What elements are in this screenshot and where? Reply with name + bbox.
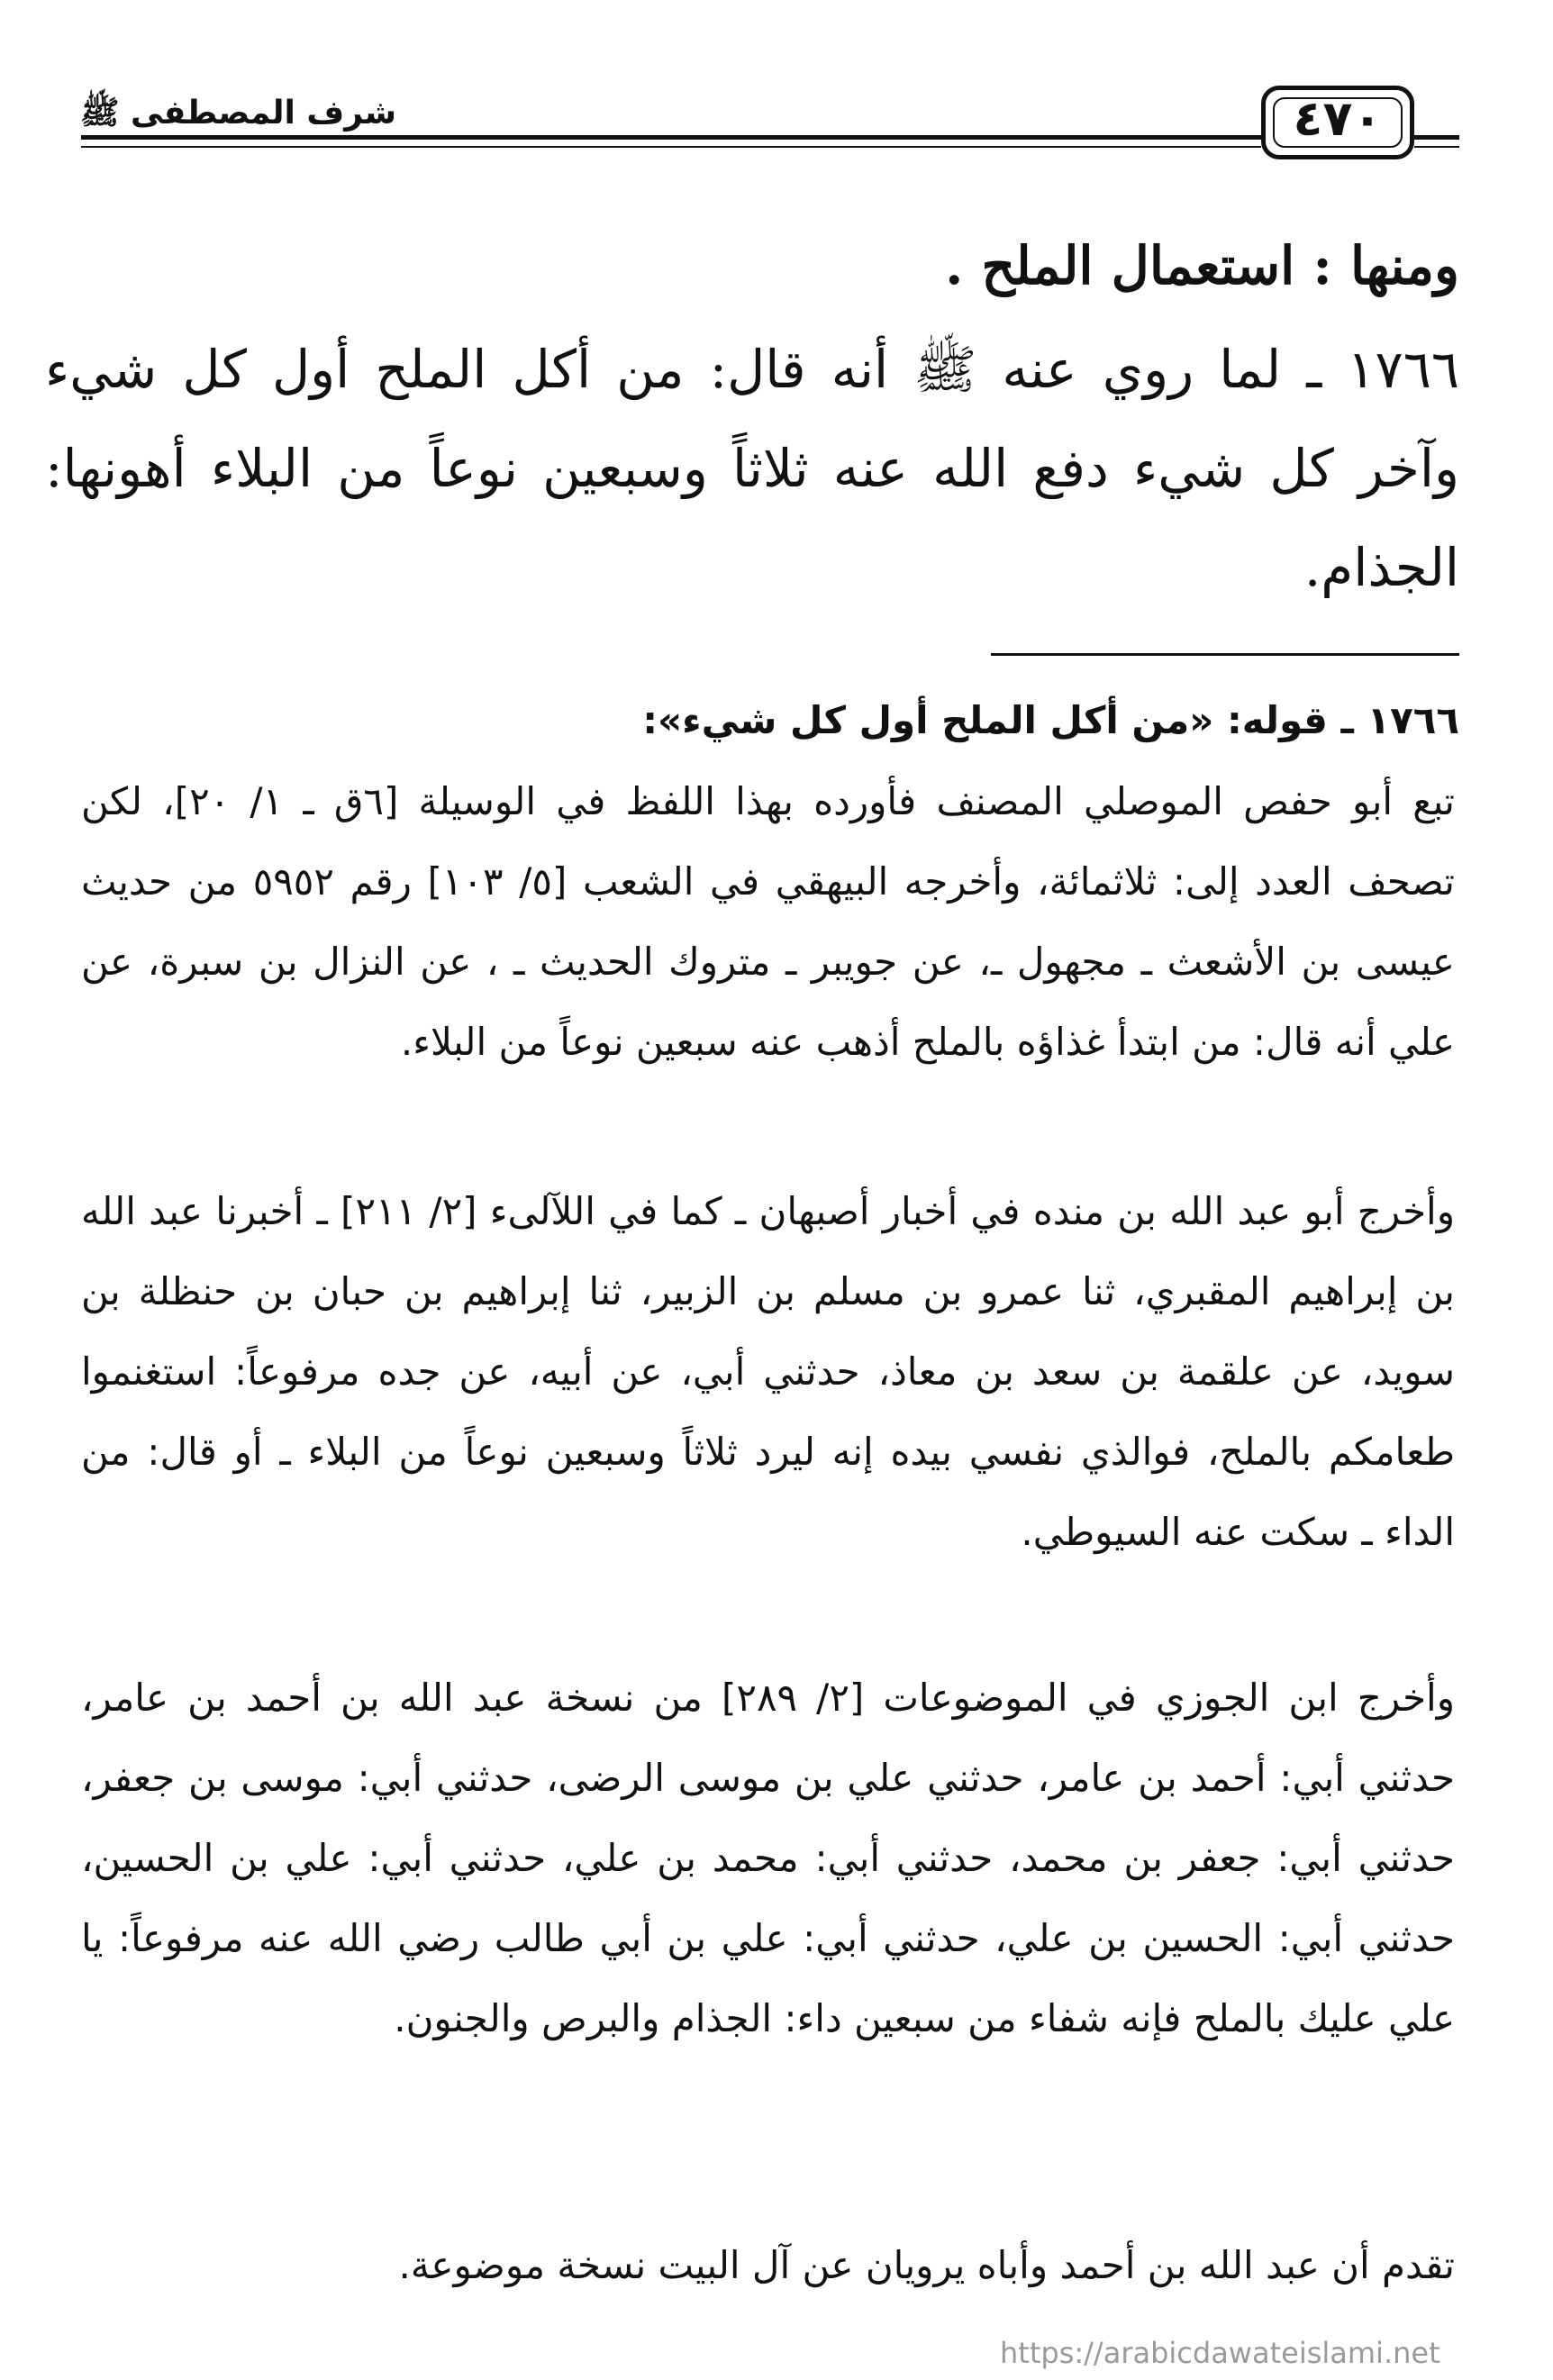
- footnote-paragraph-text: وأخرج أبو عبد الله بن منده في أخبار أصبهان ـ كما في اللآلىء [٢/ ٢١١] ـ أخبرنا عبد الله بن إبراهيم المقبري، ثنا عمرو بن مسلم بن الزبير، ثنا إبراهيم بن حبان بن حنظلة بن سويد، عن علقمة بن سعد بن معاذ، حدثني أبي، عن أبيه، عن جده مرفوعاً: استغنموا طعامكم بالملح، فوالذي نفسي بيده إنه ليرد ثلاثاً وسبعين نوعاً من البلاء ـ أو قال: من الداء ـ سكت عنه السيوطي.: [81, 1189, 1455, 1554]
- page-number: ٤٧٠: [1293, 90, 1383, 147]
- header-rule-top: [81, 135, 1261, 140]
- header-rule-bottom: [81, 146, 1261, 148]
- footnote-paragraph-4: [81, 2225, 1455, 2305]
- footnote-separator: [991, 653, 1459, 656]
- footnote-paragraph-text: تقدم أن عبد الله بن أحمد وأباه يرويان عن آل البيت نسخة موضوعة.: [398, 2243, 1455, 2287]
- running-header-title: شرف المصطفى ﷺ: [79, 95, 396, 132]
- watermark-url: https://arabicdawateislami.net: [1000, 2336, 1440, 2370]
- header-rule-right-bottom: [1414, 146, 1459, 148]
- footnote-title-text: ١٧٦٦ ـ قوله: «من أكل الملح أول كل شيء»:: [642, 698, 1459, 742]
- page-number-frame: [1261, 86, 1414, 159]
- footnote-paragraph-2: [81, 1171, 1455, 1649]
- footnote-paragraph-text: وأخرج ابن الجوزي في الموضوعات [٢/ ٢٨٩] من نسخة عبد الله بن أحمد بن عامر، حدثني أبي: أحمد بن عامر، حدثني علي بن موسى الرضى، حدثني أبي: موسى بن جعفر، حدثني أبي: جعفر بن محمد، حدثني أبي: محمد بن علي، حدثني أبي: علي بن الحسين، حدثني أبي: الحسين بن علي، حدثني أبي: علي بن أبي طالب رضي الله عنه مرفوعاً: يا علي عليك بالملح فإنه شفاء من سبعين داء: الجذام والبرص والجنون.: [81, 1676, 1455, 2040]
- footnote-title: [81, 680, 1459, 760]
- section-heading: [45, 216, 1459, 315]
- main-paragraph: [45, 320, 1459, 626]
- section-heading-text: ومنها : استعمال الملح .: [945, 235, 1459, 296]
- footnote-paragraph-3: [81, 1658, 1455, 2221]
- hadith-1766-text: ١٧٦٦ ـ لما روي عنه ﷺ أنه قال: من أكل الملح أول كل شيء وآخر كل شيء دفع الله عنه ثلاثاً وسبعين نوعاً من البلاء أهونها: الجذام.: [45, 339, 1459, 598]
- footnote-paragraph-text: تبع أبو حفص الموصلي المصنف فأورده بهذا اللفظ في الوسيلة [٦ق ـ ١/ ٢٠]، لكن تصحف العدد إلى: ثلاثمائة، وأخرجه البيهقي في الشعب [٥/ ١٠٣] رقم ٥٩٥٢ من حديث عيسى بن الأشعث ـ مجهول ـ، عن جويبر ـ متروك الحديث ـ ، عن النزال بن سبرة، عن علي أنه قال: من ابتدأ غذاؤه بالملح أذهب عنه سبعين نوعاً من البلاء.: [81, 779, 1455, 1064]
- header-rule-right-top: [1414, 135, 1459, 140]
- footnote-paragraph-1: [81, 761, 1455, 1162]
